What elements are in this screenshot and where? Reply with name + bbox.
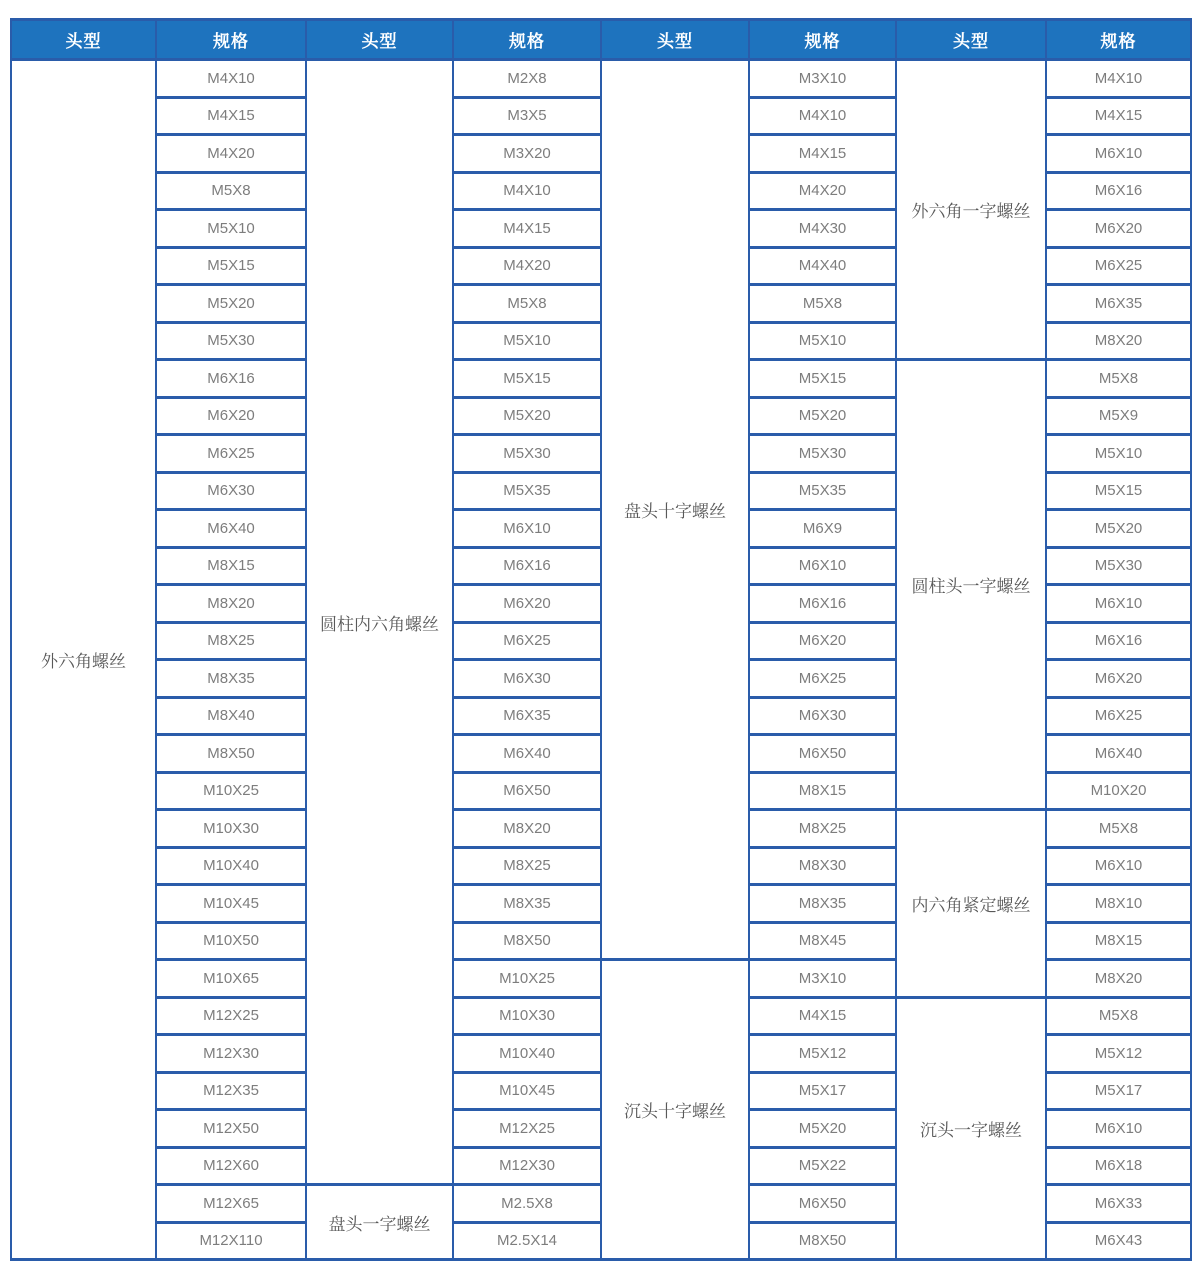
spec-cell: M12X25 [453, 1110, 601, 1148]
spec-cell: M6X25 [156, 435, 306, 473]
table-body [11, 60, 1191, 1260]
spec-cell: M6X9 [749, 510, 896, 548]
spec-cell: M8X30 [749, 847, 896, 885]
spec-cell: M5X10 [156, 210, 306, 248]
spec-cell: M6X25 [749, 660, 896, 698]
spec-cell: M10X45 [453, 1072, 601, 1110]
spec-cell: M6X10 [453, 510, 601, 548]
spec-cell: M8X20 [1046, 960, 1191, 998]
spec-cell: M6X18 [1046, 1147, 1191, 1185]
spec-cell: M5X12 [749, 1035, 896, 1073]
spec-cell: M10X40 [156, 847, 306, 885]
spec-cell: M5X15 [749, 360, 896, 398]
spec-cell: M6X40 [1046, 735, 1191, 773]
spec-cell: M5X15 [1046, 472, 1191, 510]
spec-cell: M8X45 [749, 922, 896, 960]
spec-cell: M4X10 [453, 172, 601, 210]
spec-cell: M5X10 [749, 322, 896, 360]
spec-cell: M8X20 [156, 585, 306, 623]
spec-cell: M4X20 [453, 247, 601, 285]
spec-cell: M3X10 [749, 60, 896, 98]
spec-cell: M6X25 [1046, 697, 1191, 735]
spec-cell: M6X20 [453, 585, 601, 623]
spec-cell: M5X20 [1046, 510, 1191, 548]
spec-cell: M3X5 [453, 97, 601, 135]
spec-cell: M10X40 [453, 1035, 601, 1073]
spec-cell: M5X17 [1046, 1072, 1191, 1110]
spec-cell: M6X25 [1046, 247, 1191, 285]
spec-cell: M6X20 [156, 397, 306, 435]
spec-cell: M4X10 [1046, 60, 1191, 98]
spec-cell: M4X20 [749, 172, 896, 210]
column-header-head-type: 头型 [11, 20, 156, 60]
column-header-spec: 规格 [453, 20, 601, 60]
spec-cell: M10X25 [156, 772, 306, 810]
column-header-head-type: 头型 [601, 20, 749, 60]
spec-cell: M5X15 [156, 247, 306, 285]
spec-cell: M10X65 [156, 960, 306, 998]
spec-cell: M5X15 [453, 360, 601, 398]
head-type-cell: 盘头一字螺丝 [306, 1185, 453, 1260]
spec-cell: M6X30 [749, 697, 896, 735]
spec-cell: M6X10 [749, 547, 896, 585]
head-type-cell: 沉头一字螺丝 [896, 997, 1046, 1260]
spec-cell: M6X35 [1046, 285, 1191, 323]
spec-cell: M5X17 [749, 1072, 896, 1110]
spec-cell: M5X10 [453, 322, 601, 360]
spec-cell: M5X30 [156, 322, 306, 360]
head-type-cell: 盘头十字螺丝 [601, 60, 749, 960]
spec-cell: M5X20 [749, 1110, 896, 1148]
spec-cell: M4X15 [453, 210, 601, 248]
spec-cell: M12X25 [156, 997, 306, 1035]
head-type-cell: 圆柱内六角螺丝 [306, 60, 453, 1185]
table-row [11, 60, 1191, 98]
head-type-cell: 外六角一字螺丝 [896, 60, 1046, 360]
spec-cell: M12X110 [156, 1222, 306, 1260]
spec-cell: M5X8 [1046, 810, 1191, 848]
column-header-head-type: 头型 [896, 20, 1046, 60]
spec-cell: M6X50 [749, 1185, 896, 1223]
spec-cell: M4X15 [1046, 97, 1191, 135]
spec-cell: M6X40 [156, 510, 306, 548]
spec-cell: M10X30 [453, 997, 601, 1035]
spec-cell: M5X8 [1046, 997, 1191, 1035]
spec-cell: M5X8 [749, 285, 896, 323]
spec-cell: M6X35 [453, 697, 601, 735]
spec-cell: M4X30 [749, 210, 896, 248]
spec-cell: M8X15 [1046, 922, 1191, 960]
spec-cell: M12X60 [156, 1147, 306, 1185]
spec-cell: M4X10 [749, 97, 896, 135]
spec-cell: M4X15 [749, 997, 896, 1035]
spec-cell: M4X15 [156, 97, 306, 135]
spec-cell: M5X35 [749, 472, 896, 510]
header-row [11, 20, 1191, 60]
head-type-cell: 沉头十字螺丝 [601, 960, 749, 1260]
spec-cell: M6X33 [1046, 1185, 1191, 1223]
spec-cell: M10X20 [1046, 772, 1191, 810]
spec-cell: M8X50 [453, 922, 601, 960]
spec-cell: M8X25 [749, 810, 896, 848]
head-type-cell: 圆柱头一字螺丝 [896, 360, 1046, 810]
column-header-spec: 规格 [749, 20, 896, 60]
head-type-cell: 内六角紧定螺丝 [896, 810, 1046, 998]
spec-cell: M5X20 [156, 285, 306, 323]
spec-cell: M5X8 [156, 172, 306, 210]
spec-cell: M2.5X8 [453, 1185, 601, 1223]
spec-cell: M4X20 [156, 135, 306, 173]
spec-cell: M5X9 [1046, 397, 1191, 435]
spec-cell: M8X15 [156, 547, 306, 585]
spec-cell: M5X8 [1046, 360, 1191, 398]
spec-cell: M6X16 [156, 360, 306, 398]
head-type-cell: 外六角螺丝 [11, 60, 156, 1260]
spec-cell: M6X16 [1046, 172, 1191, 210]
spec-cell: M2.5X14 [453, 1222, 601, 1260]
spec-cell: M5X30 [453, 435, 601, 473]
spec-cell: M6X40 [453, 735, 601, 773]
spec-cell: M3X20 [453, 135, 601, 173]
spec-cell: M12X30 [156, 1035, 306, 1073]
spec-cell: M4X40 [749, 247, 896, 285]
spec-cell: M6X20 [1046, 210, 1191, 248]
spec-cell: M8X10 [1046, 885, 1191, 923]
spec-cell: M6X10 [1046, 1110, 1191, 1148]
spec-cell: M8X50 [156, 735, 306, 773]
spec-cell: M5X20 [453, 397, 601, 435]
spec-cell: M8X35 [749, 885, 896, 923]
spec-cell: M4X15 [749, 135, 896, 173]
spec-cell: M8X50 [749, 1222, 896, 1260]
spec-cell: M8X25 [453, 847, 601, 885]
screw-spec-table-wrap [10, 18, 1190, 1261]
spec-cell: M12X30 [453, 1147, 601, 1185]
spec-cell: M6X20 [749, 622, 896, 660]
spec-cell: M6X16 [749, 585, 896, 623]
spec-cell: M6X43 [1046, 1222, 1191, 1260]
spec-cell: M10X50 [156, 922, 306, 960]
spec-cell: M8X15 [749, 772, 896, 810]
spec-cell: M8X25 [156, 622, 306, 660]
spec-cell: M8X20 [1046, 322, 1191, 360]
spec-cell: M6X50 [749, 735, 896, 773]
column-header-head-type: 头型 [306, 20, 453, 60]
spec-cell: M6X30 [453, 660, 601, 698]
spec-cell: M10X30 [156, 810, 306, 848]
spec-cell: M10X45 [156, 885, 306, 923]
spec-cell: M6X25 [453, 622, 601, 660]
spec-cell: M8X35 [156, 660, 306, 698]
column-header-spec: 规格 [1046, 20, 1191, 60]
spec-cell: M8X20 [453, 810, 601, 848]
spec-cell: M5X30 [749, 435, 896, 473]
spec-cell: M8X40 [156, 697, 306, 735]
spec-cell: M6X30 [156, 472, 306, 510]
spec-cell: M6X50 [453, 772, 601, 810]
spec-cell: M12X50 [156, 1110, 306, 1148]
spec-cell: M5X35 [453, 472, 601, 510]
spec-cell: M6X20 [1046, 660, 1191, 698]
spec-cell: M6X16 [1046, 622, 1191, 660]
spec-cell: M6X10 [1046, 847, 1191, 885]
spec-cell: M5X8 [453, 285, 601, 323]
spec-cell: M5X20 [749, 397, 896, 435]
spec-cell: M12X65 [156, 1185, 306, 1223]
spec-cell: M10X25 [453, 960, 601, 998]
spec-cell: M6X10 [1046, 585, 1191, 623]
spec-cell: M2X8 [453, 60, 601, 98]
spec-cell: M5X10 [1046, 435, 1191, 473]
spec-cell: M12X35 [156, 1072, 306, 1110]
column-header-spec: 规格 [156, 20, 306, 60]
screw-spec-table [10, 18, 1192, 1261]
spec-cell: M3X10 [749, 960, 896, 998]
spec-cell: M6X16 [453, 547, 601, 585]
spec-cell: M4X10 [156, 60, 306, 98]
spec-cell: M5X22 [749, 1147, 896, 1185]
spec-cell: M5X12 [1046, 1035, 1191, 1073]
spec-cell: M6X10 [1046, 135, 1191, 173]
spec-cell: M8X35 [453, 885, 601, 923]
spec-cell: M5X30 [1046, 547, 1191, 585]
